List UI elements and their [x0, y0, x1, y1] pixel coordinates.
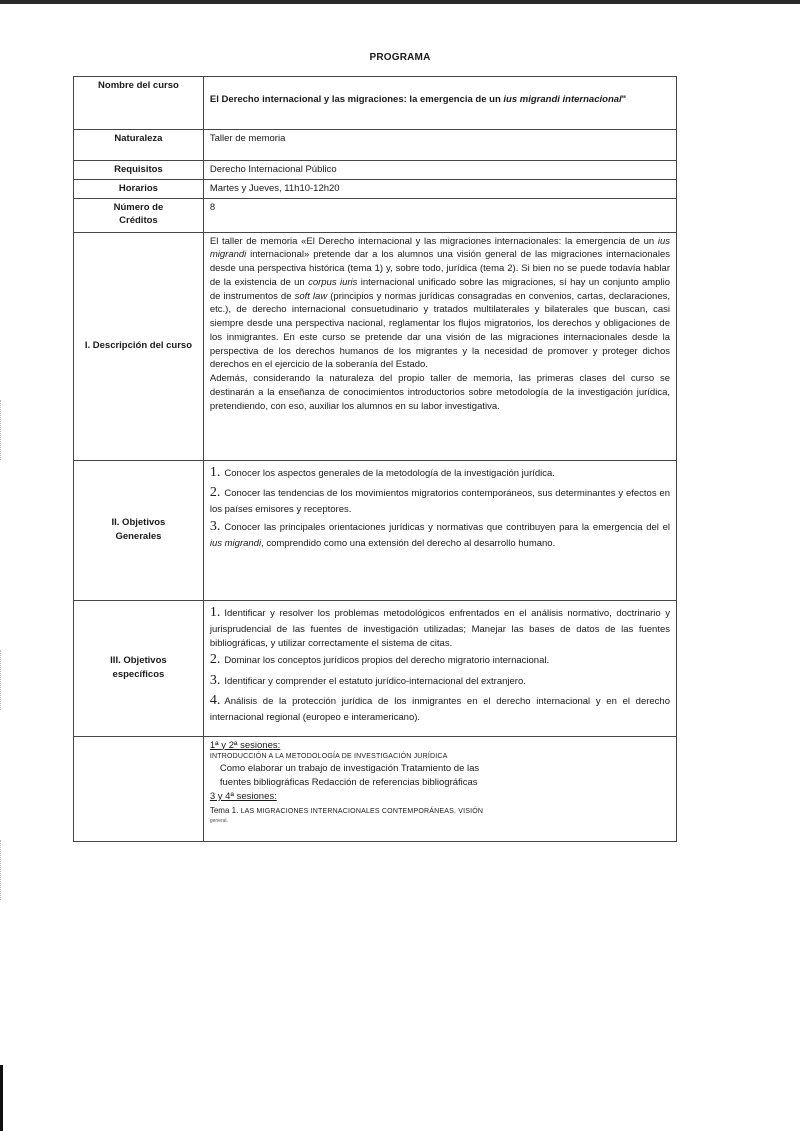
nature-value: Taller de memoria	[203, 130, 676, 161]
list-item	[210, 671, 670, 691]
table-row	[74, 736, 677, 841]
table-row	[74, 130, 677, 161]
item-italic: ius migrandi	[209, 538, 262, 550]
session-heading: 1ª y 2ª sesiones:	[209, 739, 281, 751]
session-line: Como elaborar un trabajo de investigación Tratamiento de las	[219, 763, 480, 775]
desc-text: El taller de memoria «El Derecho internacional y las migraciones internacionales: la emergencia de un	[209, 235, 658, 247]
list-item	[210, 517, 670, 551]
item-number: 2.	[209, 652, 221, 668]
credits-value: 8	[203, 198, 676, 232]
session-heading: 3 y 4ª sesiones:	[209, 790, 277, 802]
item-text: , comprendido como una extensión del derecho al desarrollo humano.	[261, 538, 556, 550]
table-row	[74, 77, 677, 130]
description-value	[203, 232, 676, 460]
table-row	[74, 460, 677, 600]
item-text: Análisis de la protección jurídica de los inmigrantes en el derecho internacional y en el derecho internacional regional (europeo e interamericano).	[209, 695, 670, 724]
requirements-label: Requisitos	[74, 161, 204, 180]
course-name-italic: ius migrandi internacional	[503, 94, 622, 105]
table-row	[74, 179, 677, 198]
scan-noise	[0, 400, 21, 460]
session-topic-text: LAS MIGRACIONES INTERNACIONALES CONTEMPORÁNEAS. VISIÓN	[240, 807, 484, 815]
scan-left-edge	[0, 1065, 3, 1131]
desc-text: (principios y normas jurídicas consagradas en convenios, cartas, declaraciones, etc.), de derecho internacional consuetudinario y tratados multilaterales y bilaterales que buscan, casi siempre desde una perspectiva nacional, reglamentar los flujos migratorios, los derechos y obligaciones de los inmigrantes. En este curso se pretende dar una visión de las migraciones internacionales desde la perspectiva de los derechos humanos de los migrantes y la necesidad de promover y proteger dichos derechos en el ejercicio de la soberanía del Estado.	[209, 290, 670, 371]
specific-objectives-label-line2: específicos	[112, 669, 165, 681]
table-row	[74, 198, 677, 232]
table-row	[74, 161, 677, 180]
item-text: Conocer las tendencias de los movimientos migratorios contemporáneos, sus determinantes y efectos en los países emisores y receptores.	[209, 487, 670, 516]
item-number: 2.	[209, 484, 221, 500]
credits-label-line1: Número de	[113, 201, 164, 213]
list-item	[210, 463, 670, 483]
item-number: 1.	[209, 464, 221, 480]
sessions-value	[203, 736, 676, 841]
general-objectives-value	[203, 460, 676, 600]
description-paragraph-1	[210, 235, 670, 373]
item-number: 3.	[209, 672, 221, 688]
schedule-label: Horarios	[74, 179, 204, 198]
session-topic-prefix: Tema 1.	[209, 805, 241, 815]
general-objectives-label-line1: II. Objetivos	[111, 517, 166, 529]
session-line: fuentes bibliográficas Redacción de referencias bibliográficas	[219, 777, 478, 789]
session-topic	[210, 804, 670, 818]
credits-label	[74, 198, 204, 232]
specific-objectives-value	[203, 600, 676, 736]
item-text: Identificar y comprender el estatuto jurídico-internacional del extranjero.	[224, 675, 526, 687]
general-objectives-label	[74, 460, 204, 600]
item-number: 3.	[209, 518, 221, 534]
desc-italic: soft law	[294, 290, 328, 302]
scan-top-edge	[0, 0, 800, 4]
list-item	[210, 650, 670, 670]
credits-label-line2: Créditos	[119, 215, 158, 227]
program-table	[73, 76, 677, 842]
specific-objectives-label	[74, 600, 204, 736]
specific-objectives-label-line1: III. Objetivos	[110, 655, 167, 667]
description-label: I. Descripción del curso	[74, 232, 204, 460]
item-text: Conocer las principales orientaciones jurídicas y normativas que contribuyen para la emergencia del el	[224, 521, 670, 533]
course-name-value	[203, 77, 676, 130]
description-paragraph-2: Además, considerando la naturaleza del propio taller de memoria, las primeras clases del curso se destinarán a la enseñanza de conocimientos introductorios sobre metodología de la investigación jurídica, pretendiendo, con eso, auxiliar los alumnos en su labor investigativa.	[209, 373, 670, 412]
session-topic: INTRODUCCIÓN A LA METODOLOGÍA DE INVESTIGACIÓN JURÍDICA	[209, 753, 448, 761]
table-row	[74, 600, 677, 736]
desc-italic: ius migrandi	[209, 235, 670, 261]
schedule-value: Martes y Jueves, 11h10-12h20	[203, 179, 676, 198]
course-name-prefix: El Derecho internacional y las migraciones: la emergencia de un	[209, 94, 504, 105]
item-text: Identificar y resolver los problemas metodológicos enfrentados en el análisis normativo, doctrinario y jurisprudencial de las fuentes de investigación utilizadas; Manejar las bases de datos de las fuentes bibliográficas, y utilizar correctamente el sistema de citas.	[209, 607, 670, 649]
scan-noise	[0, 650, 21, 710]
item-text: Dominar los conceptos jurídicos propios del derecho migratorio internacional.	[224, 655, 550, 667]
desc-text: internacional» pretende dar a los alumnos una visión general de las migraciones internacionales desde una perspectiva histórica (tema 1) y, sobre todo, jurídica (tema 2). Si bien no se puede todavía hablar de la existencia de un	[209, 249, 670, 288]
nature-label: Naturaleza	[74, 130, 204, 161]
list-item	[210, 603, 670, 651]
requirements-value: Derecho Internacional Público	[203, 161, 676, 180]
desc-text: internacional unificado sobre las migraciones, sí hay un conjunto amplio de instrumentos de	[209, 276, 670, 302]
item-text: Conocer los aspectos generales de la metodología de la investigación jurídica.	[224, 467, 555, 479]
desc-italic: corpus iuris	[308, 276, 358, 288]
list-item	[210, 691, 670, 725]
item-number: 1.	[209, 604, 221, 620]
list-item	[210, 483, 670, 517]
item-number: 4.	[209, 692, 221, 708]
scan-noise	[0, 840, 21, 900]
page-title: PROGRAMA	[369, 52, 431, 63]
sessions-label	[74, 736, 204, 841]
table-row	[74, 232, 677, 460]
session-topic-cont: general.	[209, 817, 228, 824]
general-objectives-label-line2: Generales	[115, 531, 162, 543]
course-name-suffix: "	[621, 94, 627, 105]
course-name-label: Nombre del curso	[74, 77, 204, 130]
